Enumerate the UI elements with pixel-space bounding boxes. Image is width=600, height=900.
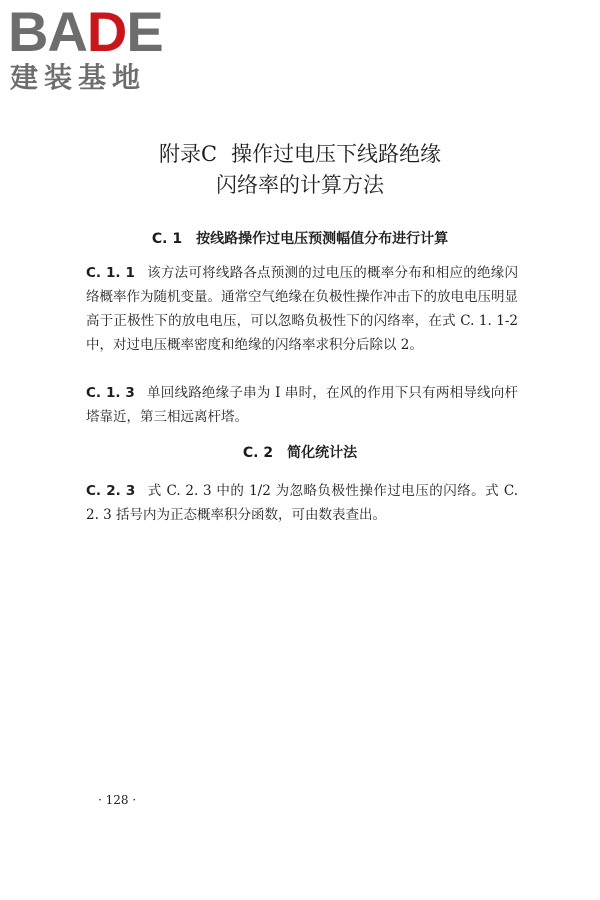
clause-c-1-1 <box>86 261 518 357</box>
section-title: 按线路操作过电压预测幅值分布进行计算 <box>196 231 449 247</box>
logo-letter-d: D <box>86 0 127 63</box>
appendix-title-line-2: 闪络率的计算方法 <box>216 173 384 197</box>
clause-number: C. 2. 3 <box>86 483 136 499</box>
logo-wordmark <box>8 0 163 63</box>
section-heading-c2 <box>0 443 600 463</box>
appendix-label: 附录C <box>158 142 218 166</box>
section-number: C. 1 <box>151 231 183 247</box>
logo-chinese-text: 建装基地 <box>10 61 147 94</box>
page-number: · 128 · <box>98 793 137 807</box>
section-heading-c1 <box>0 229 600 249</box>
clause-number: C. 1. 1 <box>86 265 135 281</box>
logo-letter-e: E <box>126 0 163 63</box>
bade-logo-watermark <box>8 0 178 96</box>
clause-text: 式 C. 2. 3 中的 1/2 为忽略负极性操作过电压的闪络。式 C. 2. 3 括号内为正态概率积分函数，可由数表查出。 <box>86 483 518 523</box>
appendix-title-text: 操作过电压下线路绝缘 <box>231 142 442 166</box>
clause-text: 单回线路绝缘子串为 I 串时，在风的作用下只有两相导线向杆塔靠近，第三相远离杆塔。 <box>86 385 518 425</box>
clause-c-2-3 <box>86 479 518 527</box>
section-number: C. 2 <box>242 445 274 461</box>
clause-number: C. 1. 3 <box>86 385 135 401</box>
clause-text: 该方法可将线路各点预测的过电压的概率分布和相应的绝缘闪络概率作为随机变量。通常空气绝缘在负极性操作冲击下的放电电压明显高于正极性下的放电电压，可以忽略负极性下的闪络率，在式 C. 1. 1-2 中，对过电压概率密度和绝缘的闪络率求积分后除以 2。 <box>86 265 518 353</box>
section-title: 简化统计法 <box>287 445 358 461</box>
appendix-title-line-1 <box>0 140 600 168</box>
clause-c-1-3 <box>86 381 518 429</box>
logo-letters-ba: BA <box>8 0 87 63</box>
